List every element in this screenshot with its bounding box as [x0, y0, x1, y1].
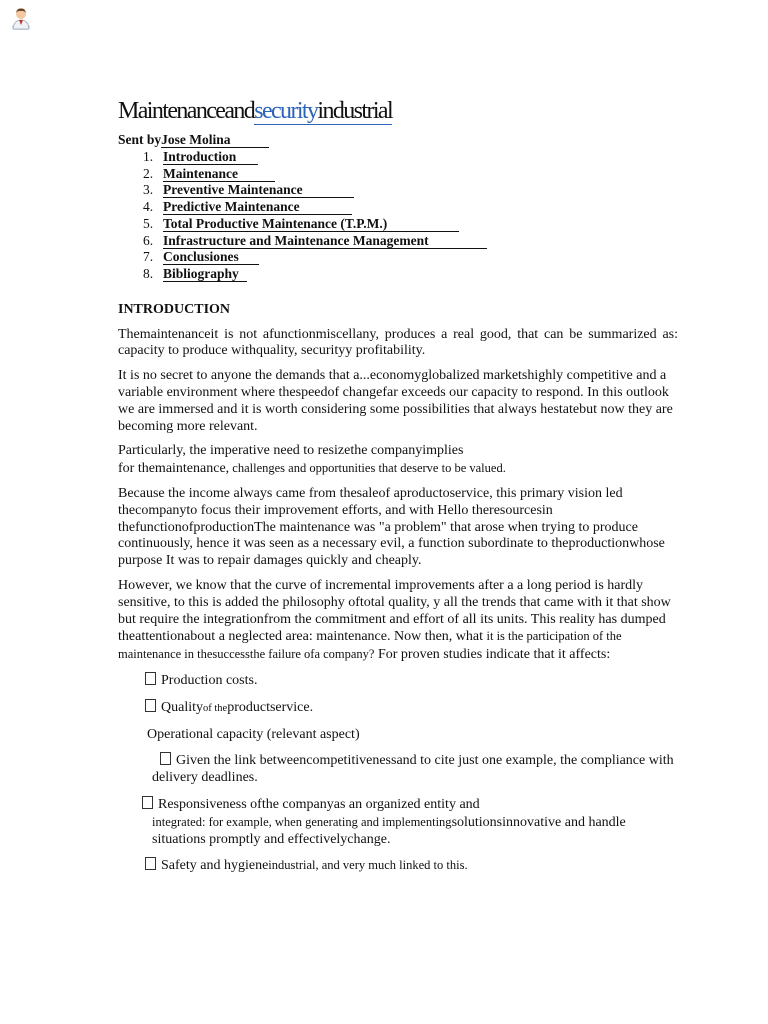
checkbox-glyph-icon — [142, 796, 153, 809]
paragraph-3-text-a: Particularly, the imperative need to resizethe companyimplies — [118, 443, 464, 459]
paragraph-5-text-b2: For proven studies indicate that it affects: — [374, 647, 611, 663]
bullet-text: productservice. — [227, 699, 314, 715]
sent-by-line — [118, 132, 678, 148]
toc-number: 4. — [143, 199, 154, 215]
title-part-1: Maintenanceand — [118, 98, 255, 124]
paragraph-2 — [118, 368, 678, 435]
bullet-text: Safety and hygiene — [161, 858, 269, 874]
list-item — [118, 727, 678, 744]
paragraph-5-text-a: However, we know that the curve of incremental improvements after a a long period is hardly sensitive, to this is added the philosophy oftotal quality, y all the trends that came with it that show but require the integrationfrom the commitment and effort of all its units. This reality has dumped theattentionabout a neglected area: maintenance. Now then, what — [118, 577, 671, 645]
bullet-text: Quality — [161, 699, 203, 715]
avatar-icon — [10, 6, 32, 30]
list-item — [118, 857, 678, 875]
toc-number: 3. — [143, 182, 154, 198]
toc-link-conclusiones[interactable]: Conclusiones — [163, 250, 259, 265]
paragraph-2-text-a: It is no secret to anyone the demands that a...economyglobalized marketshighly competitive and a variable environment where thespeedof changefar exceeds our capacity to respond. In this outlook — [118, 368, 669, 401]
toc-item[interactable] — [118, 266, 678, 283]
toc-number: 5. — [143, 215, 154, 231]
toc-item[interactable] — [118, 249, 678, 266]
bullet-text: Production costs. — [161, 672, 258, 688]
author-link[interactable]: Jose Molina — [161, 132, 268, 148]
toc-link-tpm[interactable]: Total Productive Maintenance (T.P.M.) — [163, 217, 459, 232]
list-item — [118, 796, 678, 848]
bullet-text: Given the link betweencompetitivenessand to cite just one example, the compliance with delivery deadlines. — [152, 753, 674, 786]
toc-item[interactable] — [118, 149, 678, 166]
toc-link-predictive-maintenance[interactable]: Predictive Maintenance — [163, 200, 352, 215]
paragraph-1: Themaintenanceit is not afunctionmiscellany, produces a real good, that can be summarized as: capacity to produce withquality, securityy profitability. — [118, 326, 678, 359]
checkbox-glyph-icon — [145, 699, 156, 712]
bullet-text-small: of the — [203, 702, 228, 714]
checkbox-glyph-icon — [145, 857, 156, 870]
toc-item[interactable] — [118, 199, 678, 216]
toc-link-bibliography[interactable]: Bibliography — [163, 267, 247, 282]
toc-link-introduction[interactable]: Introduction — [163, 150, 258, 165]
paragraph-5-text-b1: it is the participation of the maintenance in thesuccessthe failure ofa company? — [118, 629, 622, 662]
bullet-text-small: industrial, and very much linked to this. — [268, 858, 468, 873]
bullet-text-small: integrated: for example, when generating and implementing — [152, 814, 452, 829]
table-of-contents — [118, 149, 678, 283]
paragraph-4: Because the income always came from thesaleof aproductoservice, this primary vision led thecompanyto focus their improvement efforts, and with Hello theresourcesin thefunctionofproductionThe maintenance was "a problem" that arose when trying to produce continuously, hence it was seen as a necessary evil, a function subordinate to theproductionwhose purpose It was to repair damages quickly and cheaply. — [118, 486, 665, 569]
toc-link-infrastructure[interactable]: Infrastructure and Maintenance Management — [163, 234, 487, 249]
list-item — [118, 752, 678, 787]
title-accent-link[interactable]: security — [254, 98, 318, 124]
document-title — [118, 96, 678, 126]
toc-link-preventive-maintenance[interactable]: Preventive Maintenance — [163, 183, 354, 198]
toc-item[interactable] — [118, 216, 678, 233]
bullet-text: Operational capacity (relevant aspect) — [147, 726, 360, 742]
paragraph-3-text-b1: for themaintenance, — [118, 461, 230, 477]
paragraph-3-text-b2: challenges and opportunities that deserve to be valued. — [229, 461, 506, 476]
list-item — [118, 672, 678, 690]
toc-number: 1. — [143, 149, 154, 164]
toc-item[interactable] — [118, 166, 678, 183]
paragraph-3 — [118, 443, 678, 478]
list-item — [118, 699, 678, 718]
checkbox-glyph-icon — [160, 752, 171, 765]
toc-number: 8. — [143, 265, 154, 281]
sent-by-prefix: Sent by — [118, 132, 162, 147]
toc-number: 2. — [143, 165, 154, 181]
toc-item[interactable] — [118, 233, 678, 250]
toc-item[interactable] — [118, 182, 678, 199]
title-part-2: industrial — [317, 98, 393, 124]
checkbox-glyph-icon — [145, 672, 156, 685]
document-page — [118, 96, 678, 884]
toc-number: 7. — [143, 249, 154, 265]
bullet-list — [118, 672, 678, 875]
toc-number: 6. — [143, 232, 154, 248]
section-heading-introduction: INTRODUCTION — [118, 301, 231, 317]
paragraph-2-text-b: we are immersed and it is worth considering some possibilities that always hestatebut now they are becoming more relevant. — [118, 401, 673, 434]
bullet-text: Responsiveness ofthe companyas an organized entity and — [158, 796, 480, 812]
bullet-text: solutionsinnovative and handle situations promptly and effectivelychange. — [152, 814, 626, 847]
toc-link-maintenance[interactable]: Maintenance — [163, 167, 275, 182]
paragraph-5 — [118, 578, 678, 664]
